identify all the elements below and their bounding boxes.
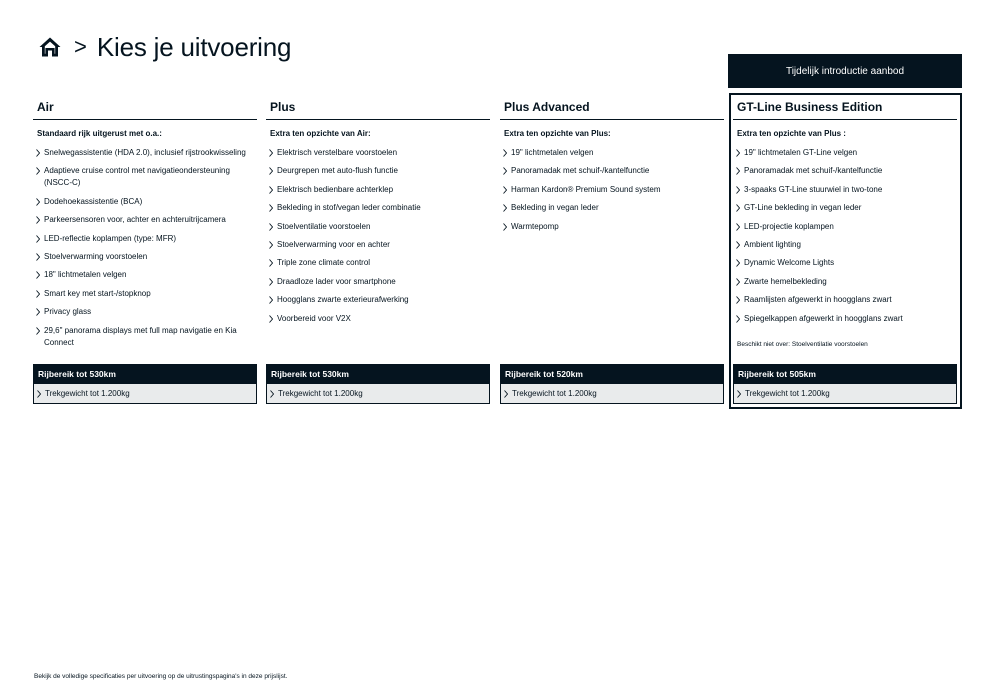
feature-label: Stoelverwarming voor en achter — [277, 239, 390, 249]
chevron-right-icon — [736, 315, 740, 323]
feature-item — [269, 239, 490, 251]
feature-list — [266, 147, 490, 325]
chevron-right-icon — [36, 149, 40, 157]
trim-title: Air — [33, 100, 257, 120]
feature-label: Parkeersensoren voor, achter en achteruitrijcamera — [44, 215, 226, 225]
chevron-right-icon — [503, 204, 507, 212]
feature-list — [33, 147, 257, 349]
chevron-right-icon — [269, 149, 273, 157]
tow-label: Trekgewicht tot 1.200kg — [512, 389, 597, 398]
feature-label: Spiegelkappen afgewerkt in hoogglans zwart — [744, 313, 903, 323]
feature-label: 18" lichtmetalen velgen — [44, 270, 127, 280]
chevron-right-icon — [736, 296, 740, 304]
chevron-right-icon — [269, 167, 273, 175]
range-label: Rijbereik tot 520km — [501, 365, 723, 384]
chevron-right-icon — [37, 390, 41, 398]
feature-label: Smart key met start-/stopknop — [44, 288, 151, 298]
feature-label: Dynamic Welcome Lights — [744, 258, 835, 268]
chevron-right-icon — [737, 390, 741, 398]
chevron-right-icon — [36, 308, 40, 316]
chevron-right-icon — [736, 278, 740, 286]
breadcrumb-separator: > — [74, 34, 87, 59]
tow-row — [501, 384, 723, 403]
chevron-right-icon — [736, 223, 740, 231]
feature-item — [269, 276, 490, 288]
feature-item — [736, 202, 957, 214]
feature-item — [269, 184, 490, 196]
chevron-right-icon — [736, 204, 740, 212]
chevron-right-icon — [736, 241, 740, 249]
chevron-right-icon — [503, 223, 507, 231]
range-box — [33, 364, 257, 404]
chevron-right-icon — [503, 186, 507, 194]
feature-label: Elektrisch verstelbare voorstoelen — [277, 148, 398, 157]
chevron-right-icon — [736, 259, 740, 267]
feature-item — [36, 147, 257, 159]
range-label: Rijbereik tot 530km — [267, 365, 489, 384]
feature-label: Elektrisch bedienbare achterklep — [277, 184, 394, 194]
chevron-right-icon — [269, 241, 273, 249]
feature-item — [36, 288, 257, 300]
chevron-right-icon — [269, 296, 273, 304]
feature-item — [503, 184, 724, 196]
trim-subtitle: Standaard rijk uitgerust met o.a.: — [37, 129, 162, 138]
chevron-right-icon — [36, 167, 40, 175]
trim-subtitle: Extra ten opzichte van Air: — [270, 129, 371, 138]
feature-item — [503, 165, 724, 177]
feature-item — [36, 233, 257, 245]
feature-label: 29,6" panorama displays met full map navigatie en Kia Connect — [44, 325, 237, 347]
feature-item — [36, 165, 257, 189]
feature-list — [733, 147, 957, 325]
feature-label: Panoramadak met schuif-/kantelfunctie — [511, 166, 650, 176]
trim-subtitle: Extra ten opzichte van Plus : — [737, 129, 846, 138]
trim-column-plus — [266, 100, 490, 331]
footer-note: Bekijk de volledige specificaties per uitvoering op de uitrustingspagina's in deze prijslijst. — [34, 673, 288, 680]
chevron-right-icon — [269, 278, 273, 286]
feature-item — [736, 147, 957, 159]
tow-row — [734, 384, 956, 403]
tow-label: Trekgewicht tot 1.200kg — [278, 389, 363, 398]
feature-item — [36, 325, 257, 349]
chevron-right-icon — [36, 216, 40, 224]
feature-item — [736, 294, 957, 306]
chevron-right-icon — [269, 186, 273, 194]
feature-item — [269, 313, 490, 325]
feature-label: Deurgrepen met auto-flush functie — [277, 166, 398, 176]
chevron-right-icon — [736, 167, 740, 175]
feature-item — [36, 214, 257, 226]
feature-item — [503, 221, 724, 233]
feature-label: 3-spaaks GT-Line stuurwiel in two-tone — [744, 184, 883, 194]
feature-label: Adaptieve cruise control met navigatieondersteuning (NSCC-C) — [44, 166, 230, 188]
feature-label: LED-reflectie koplampen (type: MFR) — [44, 233, 177, 243]
trim-column-plus-advanced — [500, 100, 724, 239]
feature-label: 19" lichtmetalen GT-Line velgen — [744, 148, 858, 157]
range-box — [266, 364, 490, 404]
chevron-right-icon — [736, 149, 740, 157]
home-icon[interactable] — [38, 35, 62, 59]
trim-title: Plus — [266, 100, 490, 120]
chevron-right-icon — [269, 204, 273, 212]
feature-item — [736, 165, 957, 177]
chevron-right-icon — [269, 223, 273, 231]
chevron-right-icon — [269, 315, 273, 323]
feature-item — [736, 239, 957, 251]
tow-row — [267, 384, 489, 403]
feature-item — [736, 221, 957, 233]
feature-item — [736, 184, 957, 196]
feature-label: Snelwegassistentie (HDA 2.0), inclusief rijstrookwisseling — [44, 148, 246, 157]
chevron-right-icon — [36, 271, 40, 279]
feature-label: Zwarte hemelbekleding — [744, 276, 827, 286]
trim-title: Plus Advanced — [500, 100, 724, 120]
range-label: Rijbereik tot 505km — [734, 365, 956, 384]
page-header — [38, 30, 291, 64]
offer-banner: Tijdelijk introductie aanbod — [728, 54, 962, 88]
feature-item — [269, 165, 490, 177]
feature-label: Panoramadak met schuif-/kantelfunctie — [744, 166, 883, 176]
feature-item — [269, 294, 490, 306]
feature-item — [736, 257, 957, 269]
feature-label: Warmtepomp — [511, 221, 559, 231]
feature-item — [269, 221, 490, 233]
trim-subtitle: Extra ten opzichte van Plus: — [504, 129, 611, 138]
feature-list — [500, 147, 724, 233]
feature-label: Harman Kardon® Premium Sound system — [511, 184, 661, 194]
chevron-right-icon — [504, 390, 508, 398]
feature-label: Bekleding in vegan leder — [511, 203, 599, 213]
feature-label: Dodehoekassistentie (BCA) — [44, 196, 143, 206]
chevron-right-icon — [503, 149, 507, 157]
feature-label: Stoelverwarming voorstoelen — [44, 251, 148, 261]
range-label: Rijbereik tot 530km — [34, 365, 256, 384]
feature-item — [36, 251, 257, 263]
feature-item — [269, 147, 490, 159]
page-title: Kies je uitvoering — [96, 31, 292, 62]
feature-label: Privacy glass — [44, 307, 92, 317]
chevron-right-icon — [503, 167, 507, 175]
trim-title: GT-Line Business Edition — [733, 100, 957, 120]
chevron-right-icon — [269, 259, 273, 267]
trim-column-air — [33, 100, 257, 355]
chevron-right-icon — [270, 390, 274, 398]
feature-label: Triple zone climate control — [277, 258, 371, 268]
feature-label: Stoelventilatie voorstoelen — [277, 221, 371, 231]
feature-label: Voorbereid voor V2X — [277, 313, 351, 323]
chevron-right-icon — [36, 198, 40, 206]
feature-item — [736, 276, 957, 288]
feature-item — [736, 313, 957, 325]
tow-label: Trekgewicht tot 1.200kg — [745, 389, 830, 398]
tow-row — [34, 384, 256, 403]
chevron-right-icon — [36, 327, 40, 335]
feature-item — [36, 269, 257, 281]
chevron-right-icon — [36, 253, 40, 261]
feature-label: Ambient lighting — [744, 239, 801, 249]
feature-label: GT-Line bekleding in vegan leder — [744, 203, 862, 213]
exclusion-note: Beschikt niet over: Stoelventilatie voorstoelen — [737, 341, 868, 348]
feature-item — [269, 257, 490, 269]
chevron-right-icon — [736, 186, 740, 194]
feature-label: Hoogglans zwarte exterieurafwerking — [277, 295, 409, 305]
feature-item — [36, 306, 257, 318]
trim-column-gt-line — [733, 100, 957, 331]
feature-label: 19" lichtmetalen velgen — [511, 148, 594, 157]
feature-label: LED-projectie koplampen — [744, 221, 834, 231]
feature-item — [503, 147, 724, 159]
tow-label: Trekgewicht tot 1.200kg — [45, 389, 130, 398]
feature-item — [269, 202, 490, 214]
feature-label: Bekleding in stof/vegan leder combinatie — [277, 203, 421, 213]
chevron-right-icon — [36, 235, 40, 243]
chevron-right-icon — [36, 290, 40, 298]
feature-item — [503, 202, 724, 214]
range-box — [733, 364, 957, 404]
feature-label: Raamlijsten afgewerkt in hoogglans zwart — [744, 295, 892, 305]
feature-item — [36, 196, 257, 208]
range-box — [500, 364, 724, 404]
feature-label: Draadloze lader voor smartphone — [277, 276, 396, 286]
